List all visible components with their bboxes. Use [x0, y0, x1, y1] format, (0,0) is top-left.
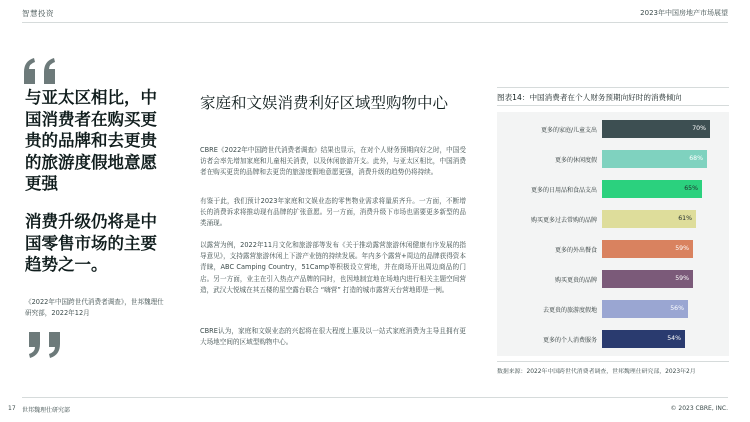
- article-paragraph-3: 以露营为例，2022年11月文化和旅游部等发布《关于推动露营旅游休闲健康有序发展的指导意见》，支持露营旅游休闲上下游产业链的持续发展。年内多个露营+周边的品牌获得资本青睐，ABC Camping Country，51Camp等积极设立营地，并在商场开出周边商品的门店。另一方面，业主在引入热点产品牌的同时，也因地制宜地在场地内进行相关主题空间营造，武汉大悦城在其五楼的星空露台联合 “嗨营” 打造的城市露营天台营地即是一例。: [200, 241, 466, 294]
- footer-divider: [22, 397, 728, 398]
- bar-category-label: 购买更多过去常购的品牌: [530, 217, 597, 224]
- bar-category-label: 购买更贵的品牌: [554, 277, 597, 284]
- pull-quote-secondary: 消费升级仍将是中国零售市场的主要趋势之一。: [25, 212, 157, 274]
- close-quote-icon: [22, 331, 62, 359]
- bar-value-label: 61%: [678, 215, 692, 222]
- chart-top-divider: [497, 87, 729, 88]
- bar-value-label: 70%: [692, 125, 706, 132]
- pull-quote-source: 《2022年中国跨世代消费者调查》，世邦魏理仕研究部，2022年12月: [25, 298, 164, 317]
- bar-category-label: 去更贵的旅游度假地: [542, 307, 597, 314]
- bar-value-label: 56%: [670, 305, 684, 312]
- chart-source: 数据来源：2022年中国跨世代消费者调查，世邦魏理仕研究部，2023年2月: [497, 369, 696, 375]
- article-paragraph-1: CBRE《2022年中国跨世代消费者调查》结果也显示，在对个人财务预期向好之时，中国受访者会率先增加家庭和儿童相关消费，以及休闲旅游开支。此外，与亚太区相比，中国消费者在购买更贵的品牌和去更贵的旅游度假地意愿更强，消费升级的趋势仍将持续。: [200, 146, 466, 177]
- chart-plot-area: [497, 112, 729, 356]
- footer-copyright: © 2023 CBRE, INC.: [670, 405, 728, 412]
- bar-category-label: 更多的日用品和食品支出: [530, 187, 597, 194]
- bar-category-label: 更多的个人消费服务: [542, 337, 597, 344]
- header-divider: [22, 22, 728, 23]
- article-paragraph-4: CBRE认为，家庭和文娱业态的兴起将在很大程度上惠及以一站式家庭消费为主导且拥有更大场地空间的区域型购物中心。: [200, 327, 466, 347]
- chart-title-divider: [497, 105, 729, 106]
- article-paragraph-2: 有鉴于此，我们预计2023年家庭和文娱业态的零售物业需求将量质齐升。一方面，不断增长的消费诉求将推动现有品牌的扩张意愿。另一方面，消费升级下市场也需要更多新型的品类涌现。: [200, 197, 466, 228]
- bar-value-label: 59%: [675, 275, 689, 282]
- chart-bottom-divider: [497, 361, 729, 362]
- header-report-title: 2023年中国房地产市场展望: [640, 9, 728, 17]
- bar-category-label: 更多的家庭/儿童支出: [540, 127, 597, 134]
- header-brand: 智慧投资: [22, 9, 54, 18]
- chart-title: 图表14：中国消费者在个人财务预期向好时的消费倾向: [497, 93, 682, 102]
- bar-value-label: 54%: [667, 335, 681, 342]
- article-headline: 家庭和文娱消费利好区域型购物中心: [200, 94, 449, 112]
- bar-value-label: 59%: [675, 245, 689, 252]
- pull-quote-main: 与亚太区相比，中国消费者在购买更贵的品牌和去更贵的旅游度假地意愿更强: [25, 88, 157, 193]
- bar-category-label: 更多的休闲度假: [554, 157, 597, 164]
- bar-category-label: 更多的外出餐食: [554, 247, 597, 254]
- bar-value-label: 65%: [684, 185, 698, 192]
- footer-department: 世邦魏理仕研究部: [22, 407, 71, 414]
- open-quote-icon: [22, 57, 62, 85]
- page-number: 17: [8, 405, 16, 412]
- bar-value-label: 68%: [689, 155, 703, 162]
